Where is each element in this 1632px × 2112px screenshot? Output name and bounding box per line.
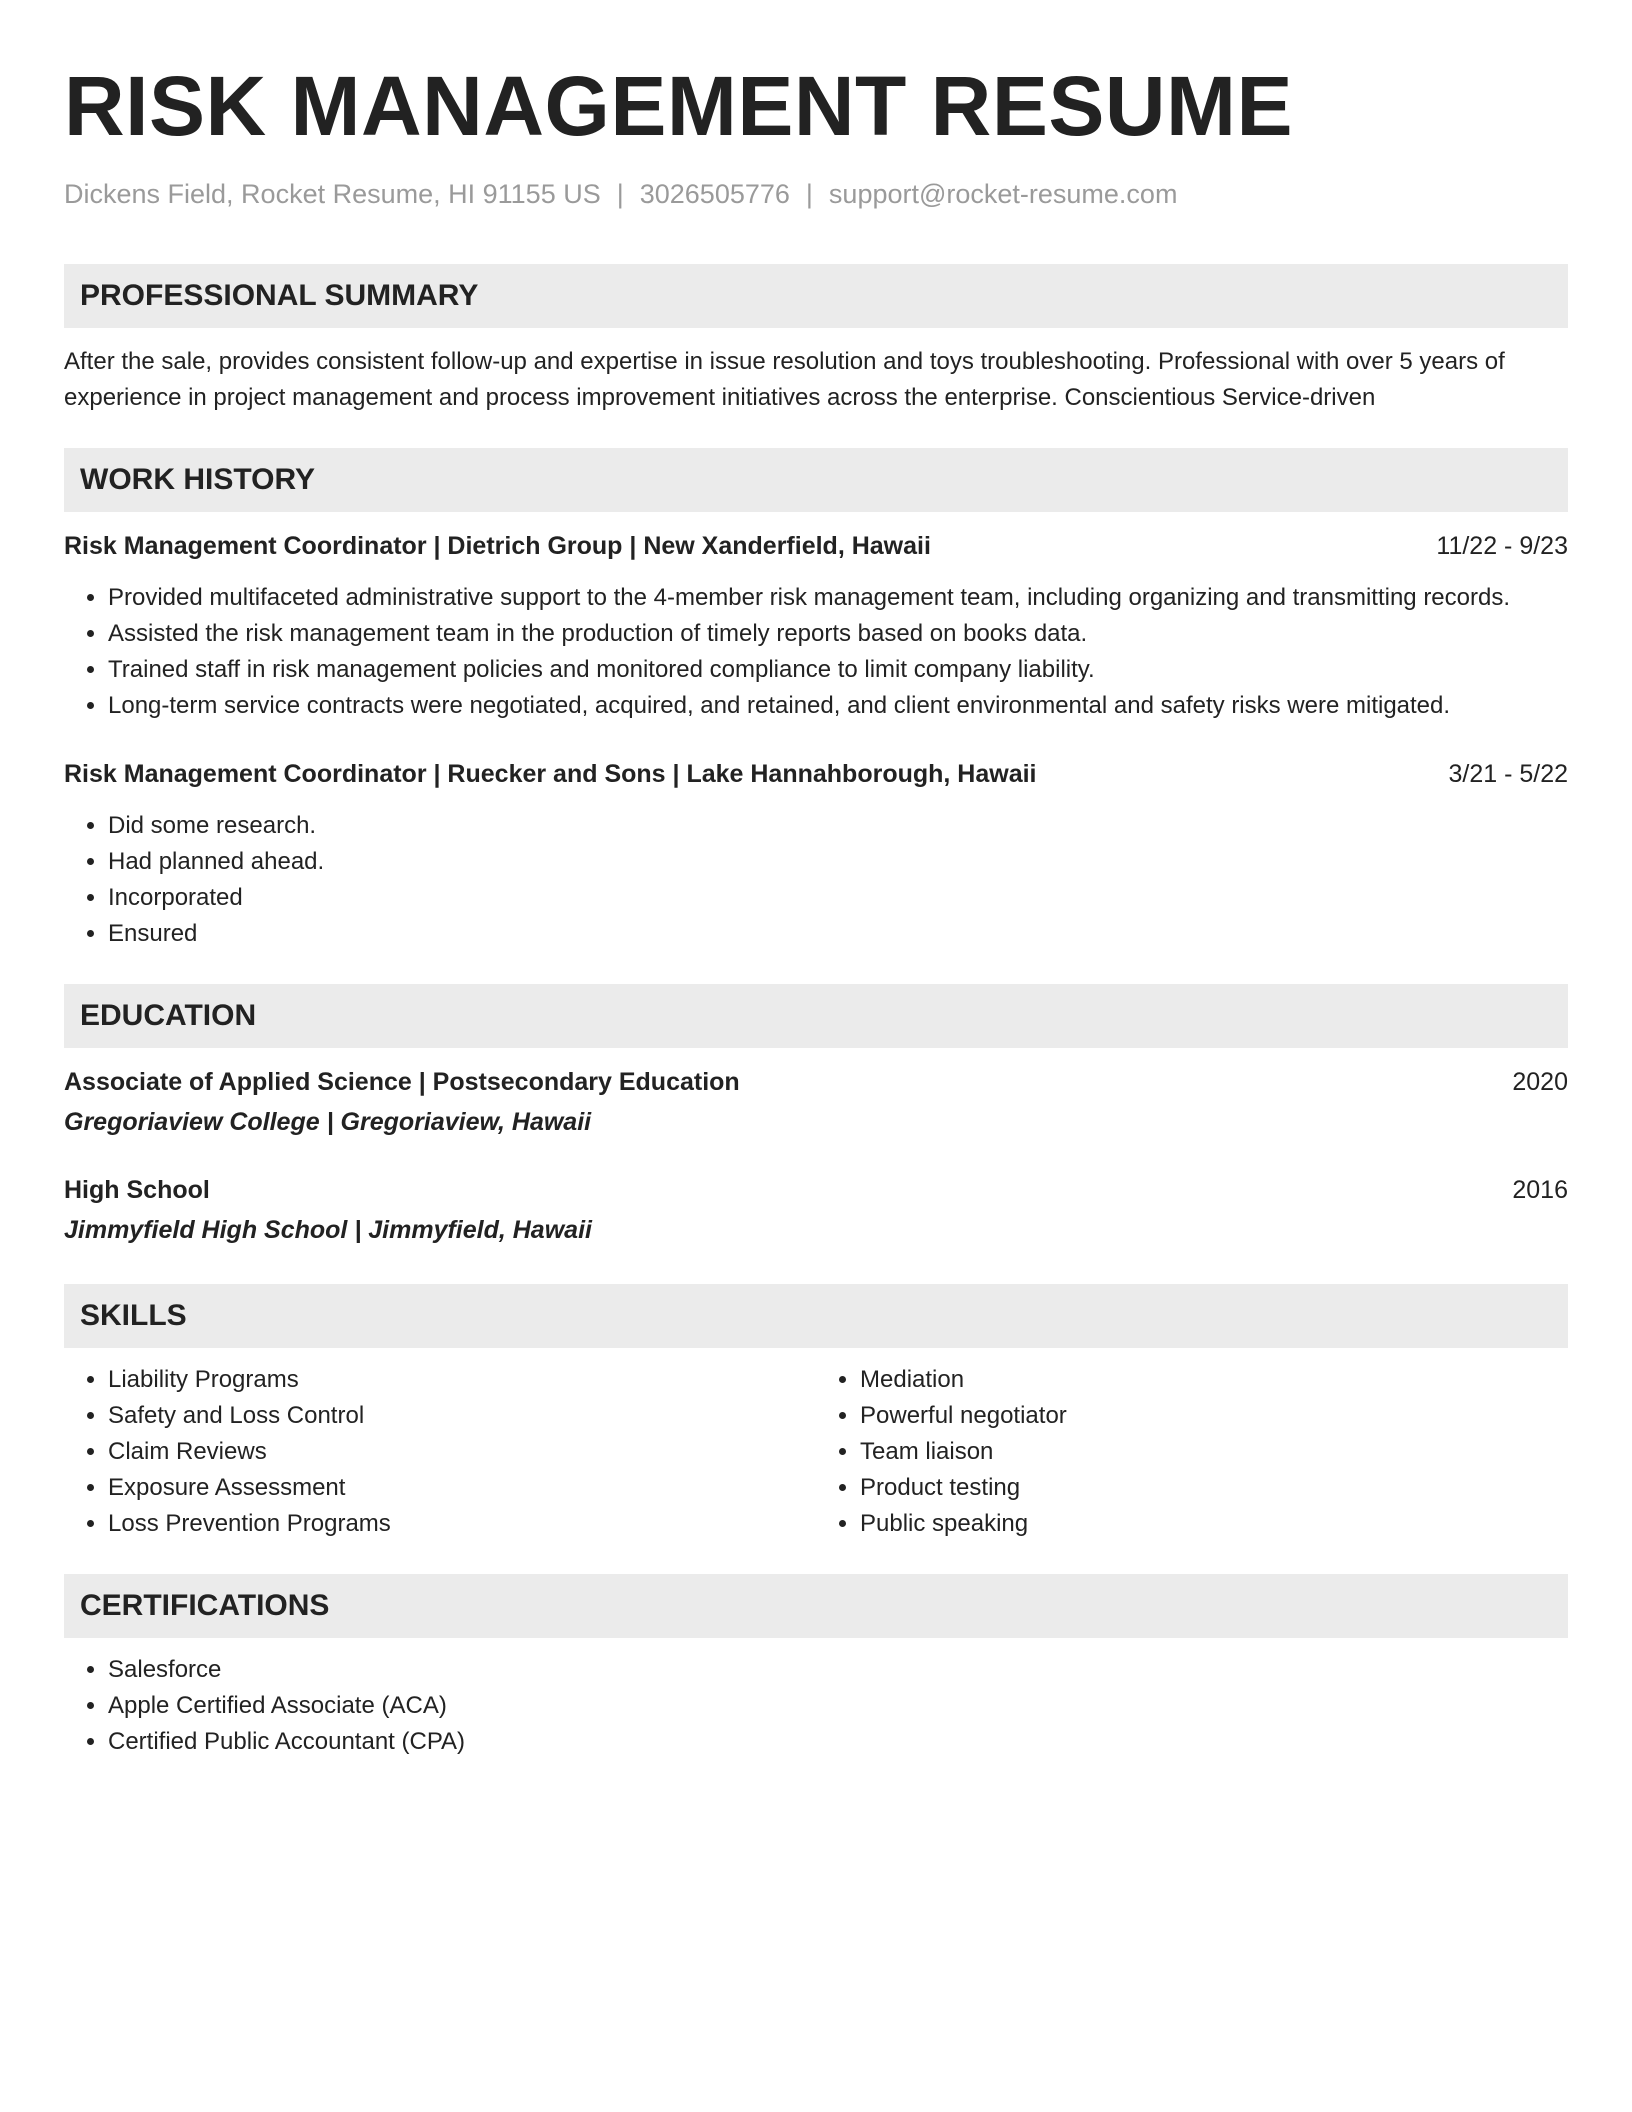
resume-title: RISK MANAGEMENT RESUME xyxy=(64,59,1294,153)
certification-item: • Apple Certified Associate (ACA) xyxy=(108,1688,1568,1724)
section-header-skills: SKILLS xyxy=(64,1284,1568,1348)
education-entry xyxy=(64,1064,1568,1140)
job-bullet: • Incorporated xyxy=(108,880,1568,916)
education-degree: Associate of Applied Science | Postsecondary Education xyxy=(64,1068,740,1096)
job-heading xyxy=(64,756,1568,792)
skill-item: • Public speaking xyxy=(860,1506,1568,1542)
skills-column-left xyxy=(64,1362,816,1542)
section-header-education: EDUCATION xyxy=(64,984,1568,1048)
skill-item: • Exposure Assessment xyxy=(108,1470,816,1506)
skill-item: • Mediation xyxy=(860,1362,1568,1398)
job-bullet: • Did some research. xyxy=(108,808,1568,844)
job-bullet: • Assisted the risk management team in the production of timely reports based on books data. xyxy=(108,616,1568,652)
job-entry xyxy=(64,528,1568,724)
education-school: Gregoriaview College | Gregoriaview, Hawaii xyxy=(64,1108,592,1136)
job-bullets xyxy=(64,808,1568,952)
education-school: Jimmyfield High School | Jimmyfield, Hawaii xyxy=(64,1216,592,1244)
section-header-summary: PROFESSIONAL SUMMARY xyxy=(64,264,1568,328)
certification-item: • Certified Public Accountant (CPA) xyxy=(108,1724,1568,1760)
contact-separator: | xyxy=(805,179,813,209)
contact-email: support@rocket-resume.com xyxy=(828,179,1178,209)
section-header-certifications: CERTIFICATIONS xyxy=(64,1574,1568,1638)
education-year: 2016 xyxy=(1512,1176,1568,1204)
job-entry xyxy=(64,756,1568,952)
contact-line xyxy=(64,176,1568,212)
education-degree: High School xyxy=(64,1176,210,1204)
certification-list xyxy=(64,1652,1568,1760)
job-bullet: • Long-term service contracts were negotiated, acquired, and retained, and client environmental and safety risks were mitigated. xyxy=(108,688,1568,724)
education-entry xyxy=(64,1172,1568,1248)
skills-grid xyxy=(64,1362,1568,1542)
job-bullet: • Had planned ahead. xyxy=(108,844,1568,880)
skill-item: • Loss Prevention Programs xyxy=(108,1506,816,1542)
education-heading xyxy=(64,1172,1568,1208)
contact-address: Dickens Field, Rocket Resume, HI 91155 US xyxy=(64,179,601,209)
skill-item: • Claim Reviews xyxy=(108,1434,816,1470)
job-bullet: • Trained staff in risk management policies and monitored compliance to limit company liability. xyxy=(108,652,1568,688)
contact-phone: 3026505776 xyxy=(639,179,790,209)
job-bullet: • Provided multifaceted administrative support to the 4-member risk management team, including organizing and transmitting records. xyxy=(108,580,1568,616)
job-dates: 11/22 - 9/23 xyxy=(1436,532,1568,560)
skills-column-right xyxy=(816,1362,1568,1542)
certification-item: • Salesforce xyxy=(108,1652,1568,1688)
job-bullets xyxy=(64,580,1568,724)
job-dates: 3/21 - 5/22 xyxy=(1448,760,1568,788)
skill-item: • Liability Programs xyxy=(108,1362,816,1398)
summary-text: After the sale, provides consistent follow-up and expertise in issue resolution and toys troubleshooting. Professional with over 5 years of experience in project management and process improvement initiatives across the enterprise. Conscientious Service-driven xyxy=(64,348,1505,411)
education-heading xyxy=(64,1064,1568,1100)
job-title: Risk Management Coordinator | Ruecker and Sons | Lake Hannahborough, Hawaii xyxy=(64,760,1037,788)
contact-separator: | xyxy=(616,179,624,209)
education-year: 2020 xyxy=(1512,1068,1568,1096)
skill-item: • Team liaison xyxy=(860,1434,1568,1470)
job-heading xyxy=(64,528,1568,564)
job-title: Risk Management Coordinator | Dietrich Group | New Xanderfield, Hawaii xyxy=(64,532,931,560)
skill-item: • Powerful negotiator xyxy=(860,1398,1568,1434)
skill-item: • Product testing xyxy=(860,1470,1568,1506)
section-header-work-history: WORK HISTORY xyxy=(64,448,1568,512)
skill-item: • Safety and Loss Control xyxy=(108,1398,816,1434)
job-bullet: • Ensured xyxy=(108,916,1568,952)
